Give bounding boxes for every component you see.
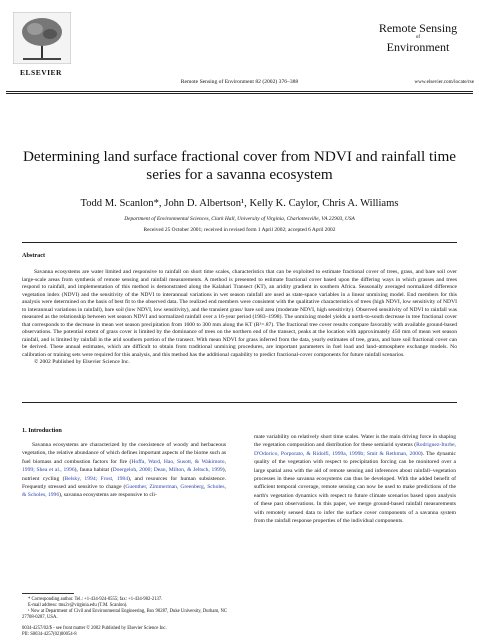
bottom-matter (22, 626, 167, 638)
intro-paragraph-1: Savanna ecosystems are characterized by the coexistence of woody and herbaceous vegetation, the relative abundance of which defines important aspects of the biome such as fuel biomass and combustion factors for fire (Hoffa, Ward, Hao, Susott, & Wakimoto, 1999; Shea et al., 1996), fauna habitat (Doergeloh, 2000; Dean, Milton, & Jeltsch, 1999), nutrient cycling (Belsky, 1994; Frost, 1984), and resources for human subsistence. Frequently stressed and sensitive to change (Guenther, Zimmerman, Greenberg, Scholes, & Scholes, 1996), savanna ecosystems are responsive to cli- (22, 442, 226, 499)
publisher-name: ELSEVIER (20, 68, 62, 77)
journal-reference: Remote Sensing of Environment 82 (2002) 376–388 (180, 79, 299, 85)
footnote-now-at: ¹ Now at Department of Civil and Environmental Engineering, Box 90287, Duke University, Durham, NC 27708-0287, USA. (22, 609, 227, 620)
issn-line: 0034-4257/02/$ - see front matter © 2002 Published by Elsevier Science Inc. (22, 626, 167, 631)
header-rule-2 (6, 93, 473, 94)
journal-website-link[interactable]: www.elsevier.com/locate/rse (414, 79, 474, 85)
intro-paragraph-1-cont: mate variability on relatively short time scales. Water is the main driving force in shaping the vegetation composition and distribution for these semiarid systems (Rodriguez-Iturbe, D'Odorico, Porporato, & Ridolfi, 1999a, 1999b; Smit & Rethman, 2000). The dynamic quality of the vegetation with respect to precipitation forcing can be monitored over a large spatial area with the aid of remote sensing and inferences about rainfall–vegetation processes in these savanna ecosystems can thus be developed. With the added benefit of sufficient temporal coverage, remote sensing can now be used to make predictions of the earth's vegetation dynamics with respect to future climate scenarios based upon analysis of these past observations. In this paper, we merge ground-based rainfall measurements with remotely sensed data to infer the surface cover components of a savanna system from the rainfall response properties of the individual components. (254, 434, 457, 525)
affiliation: Department of Environmental Sciences, Clark Hall, University of Virginia, Charlottesville, VA 22903, USA (124, 216, 355, 222)
brand-line-2: Environment (386, 40, 450, 54)
intro-column-right (254, 433, 456, 525)
citation-link[interactable]: Guenther, Zimmerman, Greenberg, Scholes, & Scholes, 1996 (22, 484, 226, 499)
abstract-copyright: © 2002 Published by Elsevier Science Inc. (34, 359, 130, 365)
footnote-rule (22, 593, 74, 594)
abstract-top-rule (22, 242, 457, 243)
header-rule (6, 91, 473, 92)
citation-link[interactable]: Belsky, 1994; Frost, 1984 (64, 475, 129, 482)
citation-link[interactable]: Hoffa, Ward, Hao, Susott, & Wakimoto, 1999; Shea et al., 1996 (22, 458, 226, 474)
section-heading-introduction: 1. Introduction (22, 427, 62, 434)
abstract-text (22, 269, 457, 367)
elsevier-tree-logo (13, 12, 71, 64)
article-title: Determining land surface fractional cover from NDVI and rainfall time series for a savanna ecosystem (22, 148, 457, 183)
footnote-corresponding: * Corresponding author. Tel.: +1-434-924-0555; fax: +1-434-982-2137. (28, 597, 163, 602)
abstract-heading: Abstract (22, 252, 46, 259)
received-dates: Received 25 October 2001; received in revised form 1 April 2002; accepted 6 April 2002 (143, 227, 336, 233)
pii-line: PII: S0034-4257(02)00054-8 (22, 632, 77, 637)
citation-link[interactable]: Doergeloh, 2000; Dean, Milton, & Jeltsch, 1999 (112, 467, 223, 474)
intro-column-left (22, 441, 226, 500)
brand-of: of (415, 35, 421, 40)
footnote-email[interactable]: E-mail address: tms2v@virginia.edu (T.M. Scanlon). (28, 603, 128, 608)
abstract-bottom-rule (22, 402, 457, 403)
journal-brand (370, 22, 466, 53)
abstract-body: Savanna ecosystems are water limited and responsive to rainfall on short time scales, characteristics that can be exploited to estimate fractional cover of trees, grass, and bare soil over large-scale areas from synthesis of remote sensing and rainfall measurements. A method is presented to estimate fractional cover based upon the differing ways in which grasses and trees respond to rainfall, and implementation of this method is demonstrated along the Kalahari Transect (KT), an aridity gradient in southern Africa. Seasonally averaged normalized difference vegetation index (NDVI) and the sensitivity of the NDVI to interannual variations in wet season rainfall are used as state-space variables in a linear unmixing model. End members for this analysis were determined on the basis of best fit to the observed data. The realized end members were consistent with the qualitative characteristics of trees (high NDVI, low sensitivity of NDVI to interannual variations in rainfall), bare soil (low NDVI, low sensitivity), and the transient grass/ bare soil area (moderate NDVI, high sensitivity). Observed sensitivity of NDVI to rainfall was measured as the relationship between wet season NDVI and normalized rainfall over a 16-year period (1983–1998). The unmixing model yields a north-to-south decrease in tree fractional cover that corresponds to the decrease in mean wet season precipitation from 1600 to 300 mm along the KT (R²=.87). The fractional tree cover results compare favorably with available ground-based observations. The potential extent of grass cover is limited by the dominance of trees on the northern end of the transect, peaks at the location with approximately 450 mm of mean wet season rainfall, and is limited by rainfall in the arid southern portion of the transect. With mean NDVI for grass inferred from the data, yearly estimates of tree, grass, and bare soil fractional cover can be derived. These annual estimates, which are difficult to obtain from traditional unmixing procedures, are important parameters in fuel load and land–atmosphere exchange models. No calibration or training sets were required for this analysis, and this method has the additional capability to predict fractional-cover components for future rainfall scenarios. (22, 269, 457, 358)
brand-line-1: Remote Sensing (378, 21, 458, 35)
author-list: Todd M. Scanlon*, John D. Albertson¹, Kelly K. Caylor, Chris A. Williams (80, 198, 399, 209)
footnotes (22, 597, 228, 621)
citation-link[interactable]: Rodriguez-Iturbe, D'Odorico, Porporato, & Ridolfi, 1999a, 1999b; Smit & Rethman, 2000 (254, 442, 456, 457)
